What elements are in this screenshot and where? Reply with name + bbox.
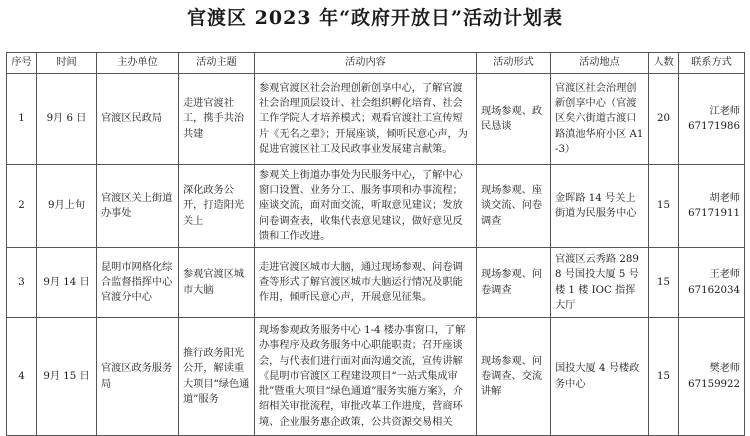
cell-contact <box>679 318 745 436</box>
page-title: 官渡区 2023 年“政府开放日”活动计划表 <box>187 7 563 29</box>
cell-location: 官渡区云秀路 2898 号国投大厦 5 号楼 1 楼 IOC 指挥大厅 <box>551 248 649 318</box>
cell-form: 现场参观、座谈交流、问卷调查 <box>477 165 551 248</box>
cell-count: 15 <box>649 165 679 248</box>
header-location: 活动地点 <box>551 53 649 74</box>
cell-content: 现场参观政务服务中心 1-4 楼办事窗口，了解办事程序及政务服务中心职能职责；召开座谈会，与代表们进行面对面沟通交流，宣传讲解《昆明市官渡区工程建设项目“一站式集成审批”暨重大项目“绿色通道”服务实施方案》，介绍相关审批流程，审批改革工作进度，营商环境、企业服务惠企政策，公共资源交易相关 <box>255 318 477 436</box>
contact-phone: 67171911 <box>688 208 740 219</box>
table-row <box>7 74 745 165</box>
header-form: 活动形式 <box>477 53 551 74</box>
cell-location: 金晖路 14 号关上街道为民服务中心 <box>551 165 649 248</box>
cell-location: 官渡区社会治理创新创享中心（官渡区矣六街道古渡口路滇池华府小区 A1-3） <box>551 74 649 165</box>
header-time: 时间 <box>37 53 97 74</box>
cell-contact <box>679 165 745 248</box>
cell-time: 9月 14 日 <box>37 248 97 318</box>
cell-form: 现场参观、问卷调查 <box>477 248 551 318</box>
header-content: 活动内容 <box>255 53 477 74</box>
cell-host: 官渡区关上街道办事处 <box>97 165 179 248</box>
table-row <box>7 165 745 248</box>
header-theme: 活动主题 <box>179 53 255 74</box>
cell-content: 参观官渡区社会治理创新创享中心，了解官渡社会治理顶层设计、社会组织孵化培育、社会工作学院人才培养模式；观看官渡社工宣传短片《无名之辈》；开展座谈，倾听民意心声，为促进官渡区社工及民政事业发展建言献策。 <box>255 74 477 165</box>
cell-host: 官渡区政务服务局 <box>97 318 179 436</box>
cell-time: 9月上旬 <box>37 165 97 248</box>
table-row <box>7 248 745 318</box>
contact-phone: 67159922 <box>688 378 740 390</box>
table-row <box>7 318 745 436</box>
cell-form: 现场参观、问卷调查、交流讲解 <box>477 318 551 436</box>
cell-time: 9月 6 日 <box>37 74 97 165</box>
cell-theme: 推行政务阳光公开，解读重大项目“绿色通道”服务 <box>179 318 255 436</box>
cell-theme: 参观官渡区城市大脑 <box>179 248 255 318</box>
contact-name: 王老师 <box>709 269 740 281</box>
cell-contact <box>679 248 745 318</box>
cell-content: 参观关上街道办事处为民服务中心，了解中心窗口设置、业务分工、服务事项和办事流程；座谈交流，面对面交流，听取意见建议；发放问卷调查表，收集代表意见建议，做好意见反馈和工作改进。 <box>255 165 477 248</box>
cell-no: 2 <box>7 165 37 248</box>
cell-host: 昆明市网格化综合监督指挥中心官渡分中心 <box>97 248 179 318</box>
cell-theme: 深化政务公开，打造阳光关上 <box>179 165 255 248</box>
cell-content: 走进官渡区城市大脑，通过现场参观、问卷调查等形式了解官渡区城市大脑运行情况及职能作用，倾听民意心声，开展意见征集。 <box>255 248 477 318</box>
cell-count: 15 <box>649 248 679 318</box>
header-contact: 联系方式 <box>679 53 745 74</box>
cell-host: 官渡区民政局 <box>97 74 179 165</box>
cell-form: 现场参观、政民恳谈 <box>477 74 551 165</box>
contact-name: 胡老师 <box>709 192 740 204</box>
cell-location: 国投大厦 4 号楼政务中心 <box>551 318 649 436</box>
activity-plan-table <box>6 52 745 436</box>
contact-phone: 67162034 <box>688 284 740 296</box>
header-no: 序号 <box>7 53 37 74</box>
contact-name: 樊老师 <box>709 363 740 375</box>
cell-no: 3 <box>7 248 37 318</box>
cell-time: 9月 15 日 <box>37 318 97 436</box>
cell-no: 4 <box>7 318 37 436</box>
cell-contact <box>679 74 745 165</box>
cell-theme: 走进官渡社工，携手共治共建 <box>179 74 255 165</box>
contact-name: 江老师 <box>709 105 740 117</box>
cell-count: 20 <box>649 74 679 165</box>
contact-phone: 67171986 <box>688 121 740 132</box>
cell-no: 1 <box>7 74 37 165</box>
header-count: 人数 <box>649 53 679 74</box>
table-header-row <box>7 53 745 74</box>
cell-count: 15 <box>649 318 679 436</box>
header-host: 主办单位 <box>97 53 179 74</box>
